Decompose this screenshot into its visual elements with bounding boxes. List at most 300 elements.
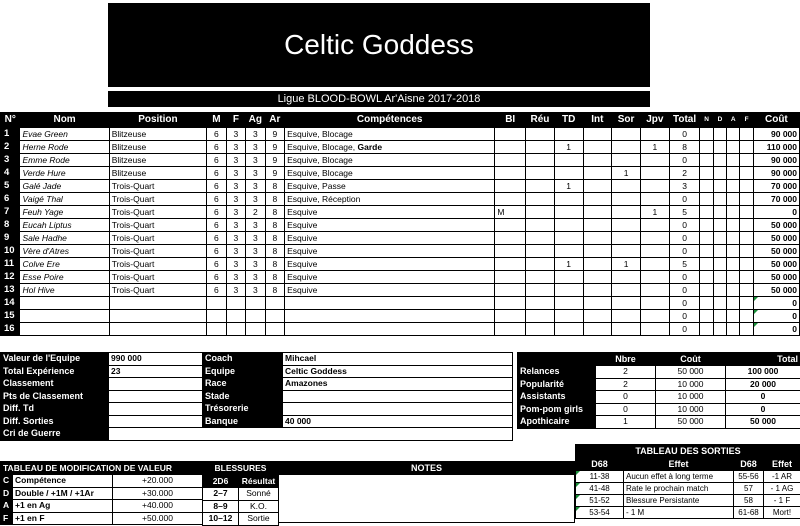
- player-stat-d[interactable]: [713, 284, 726, 297]
- player-ag[interactable]: [246, 297, 265, 310]
- player-stat-f[interactable]: [740, 323, 753, 336]
- player-sor[interactable]: [612, 141, 641, 154]
- player-sor[interactable]: [612, 180, 641, 193]
- player-bi[interactable]: [495, 180, 526, 193]
- player-sor[interactable]: [612, 310, 641, 323]
- player-reu[interactable]: [526, 128, 555, 141]
- player-bi[interactable]: [495, 323, 526, 336]
- player-stat-n[interactable]: [700, 154, 713, 167]
- player-stat-n[interactable]: [700, 297, 713, 310]
- player-n[interactable]: 3: [1, 154, 20, 167]
- player-name[interactable]: [20, 310, 109, 323]
- player-ag[interactable]: 3: [246, 245, 265, 258]
- player-stat-f[interactable]: [740, 258, 753, 271]
- costs-count[interactable]: 0: [596, 403, 656, 416]
- player-m[interactable]: [207, 310, 226, 323]
- player-td[interactable]: [554, 154, 583, 167]
- player-ag[interactable]: 3: [246, 258, 265, 271]
- player-f[interactable]: [226, 297, 245, 310]
- player-row[interactable]: [1, 258, 800, 271]
- player-bi[interactable]: [495, 154, 526, 167]
- player-td[interactable]: [554, 245, 583, 258]
- player-f[interactable]: 3: [226, 206, 245, 219]
- player-reu[interactable]: [526, 297, 555, 310]
- player-row[interactable]: [1, 219, 800, 232]
- player-f[interactable]: 3: [226, 258, 245, 271]
- player-int[interactable]: [583, 219, 612, 232]
- player-reu[interactable]: [526, 154, 555, 167]
- player-n[interactable]: 9: [1, 232, 20, 245]
- player-ar[interactable]: 8: [265, 284, 284, 297]
- player-stat-f[interactable]: [740, 128, 753, 141]
- player-td[interactable]: [554, 219, 583, 232]
- player-td[interactable]: [554, 284, 583, 297]
- player-total[interactable]: 0: [669, 323, 700, 336]
- player-stat-n[interactable]: [700, 284, 713, 297]
- player-td[interactable]: 1: [554, 180, 583, 193]
- player-ag[interactable]: 3: [246, 284, 265, 297]
- player-sor[interactable]: [612, 284, 641, 297]
- player-stat-d[interactable]: [713, 232, 726, 245]
- player-row[interactable]: [1, 310, 800, 323]
- player-stat-d[interactable]: [713, 245, 726, 258]
- player-ar[interactable]: 8: [265, 180, 284, 193]
- player-f[interactable]: 3: [226, 284, 245, 297]
- player-name[interactable]: Feuh Yage: [20, 206, 109, 219]
- player-td[interactable]: [554, 310, 583, 323]
- player-position[interactable]: [109, 297, 206, 310]
- player-f[interactable]: 3: [226, 180, 245, 193]
- player-stat-f[interactable]: [740, 297, 753, 310]
- player-bi[interactable]: [495, 310, 526, 323]
- player-f[interactable]: 3: [226, 154, 245, 167]
- player-m[interactable]: 6: [207, 193, 226, 206]
- player-row[interactable]: [1, 245, 800, 258]
- player-f[interactable]: 3: [226, 128, 245, 141]
- player-stat-n[interactable]: [700, 258, 713, 271]
- player-ar[interactable]: 8: [265, 193, 284, 206]
- player-int[interactable]: [583, 232, 612, 245]
- player-name[interactable]: Hol Hive: [20, 284, 109, 297]
- player-skills[interactable]: [285, 284, 495, 297]
- player-stat-f[interactable]: [740, 219, 753, 232]
- player-bi[interactable]: [495, 245, 526, 258]
- player-n[interactable]: 14: [1, 297, 20, 310]
- player-jpv[interactable]: [640, 128, 669, 141]
- player-skills[interactable]: [285, 180, 495, 193]
- player-total[interactable]: 8: [669, 141, 700, 154]
- player-bi[interactable]: [495, 219, 526, 232]
- player-sor[interactable]: 1: [612, 167, 641, 180]
- player-ar[interactable]: 8: [265, 206, 284, 219]
- player-name[interactable]: Vère d'Atres: [20, 245, 109, 258]
- player-stat-f[interactable]: [740, 141, 753, 154]
- player-ag[interactable]: 3: [246, 271, 265, 284]
- player-position[interactable]: Blitzeuse: [109, 141, 206, 154]
- player-reu[interactable]: [526, 206, 555, 219]
- player-bi[interactable]: [495, 232, 526, 245]
- player-stat-a[interactable]: [727, 206, 740, 219]
- player-stat-d[interactable]: [713, 141, 726, 154]
- player-jpv[interactable]: [640, 323, 669, 336]
- player-ag[interactable]: 3: [246, 141, 265, 154]
- player-n[interactable]: 11: [1, 258, 20, 271]
- player-skills[interactable]: [285, 193, 495, 206]
- player-sor[interactable]: [612, 128, 641, 141]
- player-int[interactable]: [583, 271, 612, 284]
- player-stat-n[interactable]: [700, 193, 713, 206]
- player-reu[interactable]: [526, 232, 555, 245]
- player-n[interactable]: 2: [1, 141, 20, 154]
- player-sor[interactable]: [612, 323, 641, 336]
- player-stat-a[interactable]: [727, 219, 740, 232]
- player-total[interactable]: 0: [669, 245, 700, 258]
- player-stat-d[interactable]: [713, 297, 726, 310]
- player-stat-n[interactable]: [700, 271, 713, 284]
- player-total[interactable]: 0: [669, 310, 700, 323]
- player-row[interactable]: [1, 232, 800, 245]
- team-info-value-2[interactable]: 40 000: [283, 415, 513, 428]
- player-total[interactable]: 0: [669, 232, 700, 245]
- player-stat-a[interactable]: [727, 193, 740, 206]
- player-ar[interactable]: [265, 297, 284, 310]
- player-total[interactable]: 5: [669, 206, 700, 219]
- player-stat-a[interactable]: [727, 323, 740, 336]
- team-info-value-2[interactable]: [283, 390, 513, 403]
- player-n[interactable]: 1: [1, 128, 20, 141]
- player-jpv[interactable]: 1: [640, 141, 669, 154]
- player-skills[interactable]: [285, 128, 495, 141]
- player-m[interactable]: 6: [207, 167, 226, 180]
- player-td[interactable]: [554, 193, 583, 206]
- player-td[interactable]: [554, 128, 583, 141]
- player-sor[interactable]: [612, 154, 641, 167]
- player-name[interactable]: Sale Hadhe: [20, 232, 109, 245]
- player-jpv[interactable]: [640, 232, 669, 245]
- player-stat-a[interactable]: [727, 297, 740, 310]
- player-sor[interactable]: [612, 232, 641, 245]
- player-int[interactable]: [583, 284, 612, 297]
- player-sor[interactable]: [612, 206, 641, 219]
- player-ar[interactable]: 8: [265, 219, 284, 232]
- player-m[interactable]: [207, 323, 226, 336]
- player-n[interactable]: 7: [1, 206, 20, 219]
- player-m[interactable]: 6: [207, 206, 226, 219]
- player-position[interactable]: Trois-Quart: [109, 193, 206, 206]
- player-stat-f[interactable]: [740, 167, 753, 180]
- player-m[interactable]: [207, 297, 226, 310]
- player-ag[interactable]: 3: [246, 219, 265, 232]
- player-td[interactable]: [554, 167, 583, 180]
- player-stat-f[interactable]: [740, 245, 753, 258]
- player-row[interactable]: [1, 141, 800, 154]
- team-info-value-2[interactable]: [283, 403, 513, 416]
- player-stat-a[interactable]: [727, 271, 740, 284]
- player-bi[interactable]: [495, 141, 526, 154]
- player-sor[interactable]: [612, 297, 641, 310]
- player-ag[interactable]: 2: [246, 206, 265, 219]
- player-stat-n[interactable]: [700, 180, 713, 193]
- player-row[interactable]: [1, 167, 800, 180]
- player-f[interactable]: 3: [226, 193, 245, 206]
- player-n[interactable]: 10: [1, 245, 20, 258]
- player-stat-n[interactable]: [700, 167, 713, 180]
- player-int[interactable]: [583, 141, 612, 154]
- player-skills[interactable]: [285, 167, 495, 180]
- player-total[interactable]: 0: [669, 193, 700, 206]
- team-info-value-2[interactable]: Mihcael: [283, 353, 513, 366]
- player-ag[interactable]: 3: [246, 128, 265, 141]
- player-stat-f[interactable]: [740, 232, 753, 245]
- player-stat-f[interactable]: [740, 284, 753, 297]
- costs-count[interactable]: 2: [596, 366, 656, 379]
- player-reu[interactable]: [526, 258, 555, 271]
- player-stat-d[interactable]: [713, 219, 726, 232]
- player-int[interactable]: [583, 245, 612, 258]
- player-stat-d[interactable]: [713, 258, 726, 271]
- player-td[interactable]: [554, 271, 583, 284]
- player-f[interactable]: 3: [226, 141, 245, 154]
- costs-count[interactable]: 1: [596, 416, 656, 429]
- player-stat-d[interactable]: [713, 206, 726, 219]
- player-stat-n[interactable]: [700, 232, 713, 245]
- player-reu[interactable]: [526, 310, 555, 323]
- player-int[interactable]: [583, 297, 612, 310]
- player-stat-d[interactable]: [713, 271, 726, 284]
- player-stat-n[interactable]: [700, 206, 713, 219]
- player-n[interactable]: 16: [1, 323, 20, 336]
- player-stat-f[interactable]: [740, 310, 753, 323]
- player-ar[interactable]: [265, 323, 284, 336]
- notes-area[interactable]: [278, 461, 575, 523]
- player-name[interactable]: Esse Poire: [20, 271, 109, 284]
- player-f[interactable]: 3: [226, 219, 245, 232]
- player-int[interactable]: [583, 154, 612, 167]
- player-stat-d[interactable]: [713, 180, 726, 193]
- team-info-value-2[interactable]: Celtic Goddess: [283, 365, 513, 378]
- player-ag[interactable]: 3: [246, 193, 265, 206]
- player-m[interactable]: 6: [207, 284, 226, 297]
- player-total[interactable]: 0: [669, 219, 700, 232]
- player-stat-n[interactable]: [700, 128, 713, 141]
- player-total[interactable]: 3: [669, 180, 700, 193]
- player-name[interactable]: Eucah Liptus: [20, 219, 109, 232]
- player-ar[interactable]: 8: [265, 258, 284, 271]
- costs-count[interactable]: 0: [596, 391, 656, 404]
- player-stat-d[interactable]: [713, 323, 726, 336]
- player-stat-n[interactable]: [700, 323, 713, 336]
- player-sor[interactable]: 1: [612, 258, 641, 271]
- player-sor[interactable]: [612, 219, 641, 232]
- player-stat-d[interactable]: [713, 154, 726, 167]
- player-f[interactable]: 3: [226, 232, 245, 245]
- player-row[interactable]: [1, 206, 800, 219]
- player-reu[interactable]: [526, 141, 555, 154]
- player-bi[interactable]: [495, 297, 526, 310]
- player-int[interactable]: [583, 193, 612, 206]
- player-ar[interactable]: 9: [265, 128, 284, 141]
- player-sor[interactable]: [612, 245, 641, 258]
- player-m[interactable]: 6: [207, 141, 226, 154]
- player-position[interactable]: Trois-Quart: [109, 180, 206, 193]
- player-position[interactable]: Blitzeuse: [109, 128, 206, 141]
- player-position[interactable]: [109, 310, 206, 323]
- player-stat-n[interactable]: [700, 310, 713, 323]
- player-jpv[interactable]: [640, 297, 669, 310]
- player-f[interactable]: 3: [226, 167, 245, 180]
- player-td[interactable]: 1: [554, 141, 583, 154]
- player-td[interactable]: [554, 206, 583, 219]
- player-stat-n[interactable]: [700, 141, 713, 154]
- player-position[interactable]: Trois-Quart: [109, 206, 206, 219]
- player-stat-d[interactable]: [713, 167, 726, 180]
- player-stat-n[interactable]: [700, 219, 713, 232]
- player-ag[interactable]: 3: [246, 167, 265, 180]
- player-f[interactable]: 3: [226, 271, 245, 284]
- player-position[interactable]: Trois-Quart: [109, 245, 206, 258]
- player-position[interactable]: Trois-Quart: [109, 271, 206, 284]
- player-n[interactable]: 13: [1, 284, 20, 297]
- player-td[interactable]: 1: [554, 258, 583, 271]
- player-jpv[interactable]: [640, 167, 669, 180]
- player-name[interactable]: [20, 297, 109, 310]
- player-position[interactable]: Blitzeuse: [109, 154, 206, 167]
- player-skills[interactable]: [285, 245, 495, 258]
- player-row[interactable]: [1, 271, 800, 284]
- player-stat-a[interactable]: [727, 141, 740, 154]
- player-int[interactable]: [583, 167, 612, 180]
- player-stat-a[interactable]: [727, 154, 740, 167]
- player-f[interactable]: [226, 323, 245, 336]
- player-name[interactable]: [20, 323, 109, 336]
- player-total[interactable]: 0: [669, 284, 700, 297]
- player-total[interactable]: 0: [669, 271, 700, 284]
- player-name[interactable]: Emme Rode: [20, 154, 109, 167]
- player-jpv[interactable]: [640, 245, 669, 258]
- player-m[interactable]: 6: [207, 258, 226, 271]
- player-ag[interactable]: [246, 310, 265, 323]
- costs-count[interactable]: 2: [596, 378, 656, 391]
- player-position[interactable]: Trois-Quart: [109, 219, 206, 232]
- player-stat-d[interactable]: [713, 193, 726, 206]
- player-ar[interactable]: 9: [265, 154, 284, 167]
- player-stat-f[interactable]: [740, 154, 753, 167]
- player-position[interactable]: Trois-Quart: [109, 284, 206, 297]
- player-bi[interactable]: [495, 167, 526, 180]
- player-sor[interactable]: [612, 193, 641, 206]
- team-info-value[interactable]: [109, 378, 203, 391]
- player-total[interactable]: 0: [669, 154, 700, 167]
- player-ag[interactable]: 3: [246, 232, 265, 245]
- player-stat-a[interactable]: [727, 310, 740, 323]
- player-stat-a[interactable]: [727, 167, 740, 180]
- player-skills[interactable]: [285, 154, 495, 167]
- player-stat-a[interactable]: [727, 258, 740, 271]
- player-stat-f[interactable]: [740, 271, 753, 284]
- player-reu[interactable]: [526, 180, 555, 193]
- player-skills[interactable]: [285, 271, 495, 284]
- player-ar[interactable]: [265, 310, 284, 323]
- player-n[interactable]: 15: [1, 310, 20, 323]
- player-int[interactable]: [583, 206, 612, 219]
- player-reu[interactable]: [526, 193, 555, 206]
- player-int[interactable]: [583, 258, 612, 271]
- player-ag[interactable]: 3: [246, 154, 265, 167]
- player-ar[interactable]: 8: [265, 245, 284, 258]
- player-m[interactable]: 6: [207, 219, 226, 232]
- player-ag[interactable]: [246, 323, 265, 336]
- team-info-value[interactable]: [109, 390, 203, 403]
- player-m[interactable]: 6: [207, 245, 226, 258]
- player-total[interactable]: 2: [669, 167, 700, 180]
- player-reu[interactable]: [526, 323, 555, 336]
- player-row[interactable]: [1, 180, 800, 193]
- player-reu[interactable]: [526, 219, 555, 232]
- player-name[interactable]: Colve Ere: [20, 258, 109, 271]
- player-n[interactable]: 6: [1, 193, 20, 206]
- player-name[interactable]: Verde Hure: [20, 167, 109, 180]
- player-reu[interactable]: [526, 167, 555, 180]
- player-int[interactable]: [583, 180, 612, 193]
- player-jpv[interactable]: 1: [640, 206, 669, 219]
- player-jpv[interactable]: [640, 154, 669, 167]
- player-total[interactable]: 5: [669, 258, 700, 271]
- player-td[interactable]: [554, 297, 583, 310]
- player-jpv[interactable]: [640, 271, 669, 284]
- player-int[interactable]: [583, 323, 612, 336]
- player-name[interactable]: Galé Jade: [20, 180, 109, 193]
- player-position[interactable]: Trois-Quart: [109, 232, 206, 245]
- player-position[interactable]: [109, 323, 206, 336]
- player-name[interactable]: Evae Green: [20, 128, 109, 141]
- player-m[interactable]: 6: [207, 180, 226, 193]
- player-n[interactable]: 4: [1, 167, 20, 180]
- player-bi[interactable]: [495, 284, 526, 297]
- player-jpv[interactable]: [640, 310, 669, 323]
- player-m[interactable]: 6: [207, 271, 226, 284]
- player-n[interactable]: 8: [1, 219, 20, 232]
- player-bi[interactable]: [495, 193, 526, 206]
- player-ar[interactable]: 9: [265, 167, 284, 180]
- player-n[interactable]: 12: [1, 271, 20, 284]
- player-row[interactable]: [1, 323, 800, 336]
- player-stat-f[interactable]: [740, 180, 753, 193]
- team-info-value[interactable]: [109, 428, 513, 441]
- player-jpv[interactable]: [640, 258, 669, 271]
- player-reu[interactable]: [526, 271, 555, 284]
- player-int[interactable]: [583, 128, 612, 141]
- player-row[interactable]: [1, 297, 800, 310]
- player-n[interactable]: 5: [1, 180, 20, 193]
- team-info-value[interactable]: [109, 403, 203, 416]
- player-skills[interactable]: [285, 141, 495, 154]
- player-skills[interactable]: [285, 323, 495, 336]
- player-td[interactable]: [554, 232, 583, 245]
- player-int[interactable]: [583, 310, 612, 323]
- player-jpv[interactable]: [640, 193, 669, 206]
- player-sor[interactable]: [612, 271, 641, 284]
- player-ar[interactable]: 8: [265, 271, 284, 284]
- team-info-value[interactable]: 23: [109, 365, 203, 378]
- player-row[interactable]: [1, 193, 800, 206]
- player-position[interactable]: Trois-Quart: [109, 258, 206, 271]
- player-bi[interactable]: M: [495, 206, 526, 219]
- player-stat-a[interactable]: [727, 284, 740, 297]
- player-name[interactable]: Herne Rode: [20, 141, 109, 154]
- player-name[interactable]: Vaigé Thal: [20, 193, 109, 206]
- player-skills[interactable]: [285, 206, 495, 219]
- player-skills[interactable]: [285, 310, 495, 323]
